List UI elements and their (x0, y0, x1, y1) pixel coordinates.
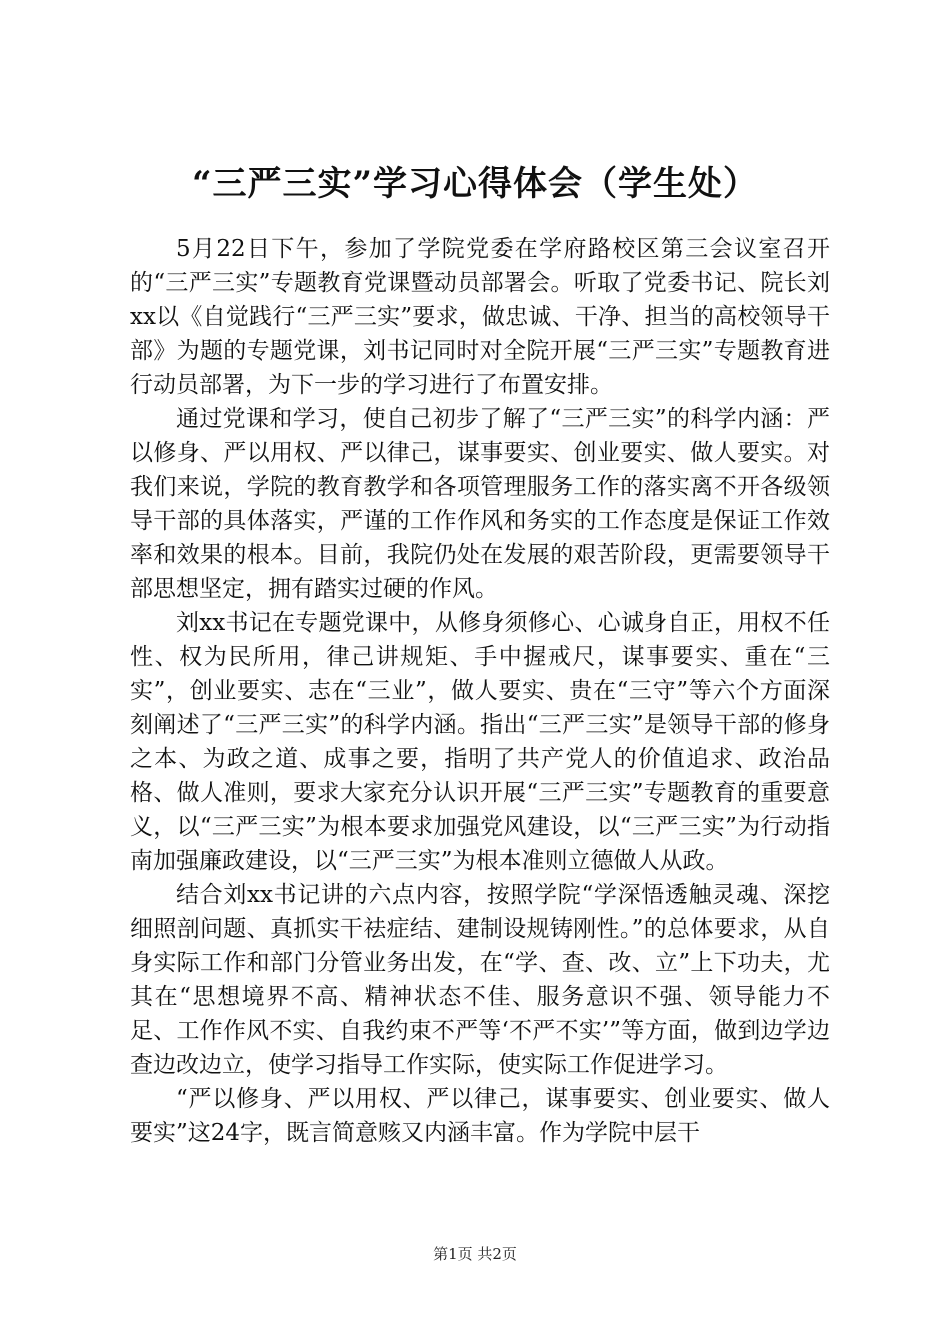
paragraph-1: 5月22日下午，参加了学院党委在学府路校区第三会议室召开的“三严三实”专题教育党课暨动员部署会。听取了党委书记、院长刘xx以《自觉践行“三严三实”要求，做忠诚、干净、担当的高校领导干部》为题的专题党课，刘书记同时对全院开展“三严三实”专题教育进行动员部署，为下一步的学习进行了布置安排。 (130, 236, 830, 398)
document-title: “三严三实”学习心得体会（学生处） (191, 164, 759, 204)
paragraph-2: 通过党课和学习，使自己初步了解了“三严三实”的科学内涵：严以修身、严以用权、严以律己，谋事要实、创业要实、做人要实。对我们来说，学院的教育教学和各项管理服务工作的落实离不开各级领导干部的具体落实，严谨的工作作风和务实的工作态度是保证工作效率和效果的根本。目前，我院仍处在发展的艰苦阶段，更需要领导干部思想坚定，拥有踏实过硬的作风。 (130, 406, 830, 602)
document-body (130, 232, 830, 1184)
paragraph-4: 结合刘xx书记讲的六点内容，按照学院“学深悟透触灵魂、深挖细照剖问题、真抓实干祛症结、建制设规铸刚性。”的总体要求，从自身实际工作和部门分管业务出发，在“学、查、改、立”上下功夫，尤其在“思想境界不高、精神状态不佳、服务意识不强、领导能力不足、工作作风不实、自我约束不严等‘不严不实’”等方面，做到边学边查边改边立，使学习指导工作实际，使实际工作促进学习。 (130, 882, 830, 1078)
paragraph-3: 刘xx书记在专题党课中，从修身须修心、心诚身自正，用权不任性、权为民所用，律己讲规矩、手中握戒尺，谋事要实、重在“三实”，创业要实、志在“三业”，做人要实、贵在“三守”等六个方面深刻阐述了“三严三实”的科学内涵。指出“三严三实”是领导干部的修身之本、为政之道、成事之要，指明了共产党人的价值追求、政治品格、做人准则，要求大家充分认识开展“三严三实”专题教育的重要意义，以“三严三实”为根本要求加强党风建设，以“三严三实”为行动指南加强廉政建设，以“三严三实”为根本准则立德做人从政。 (130, 610, 830, 874)
paragraph-5: “严以修身、严以用权、严以律己，谋事要实、创业要实、做人要实”这24字，既言简意赅又内涵丰富。作为学院中层干 (130, 1086, 830, 1146)
page-footer: 第1页 共2页 (433, 1245, 517, 1263)
